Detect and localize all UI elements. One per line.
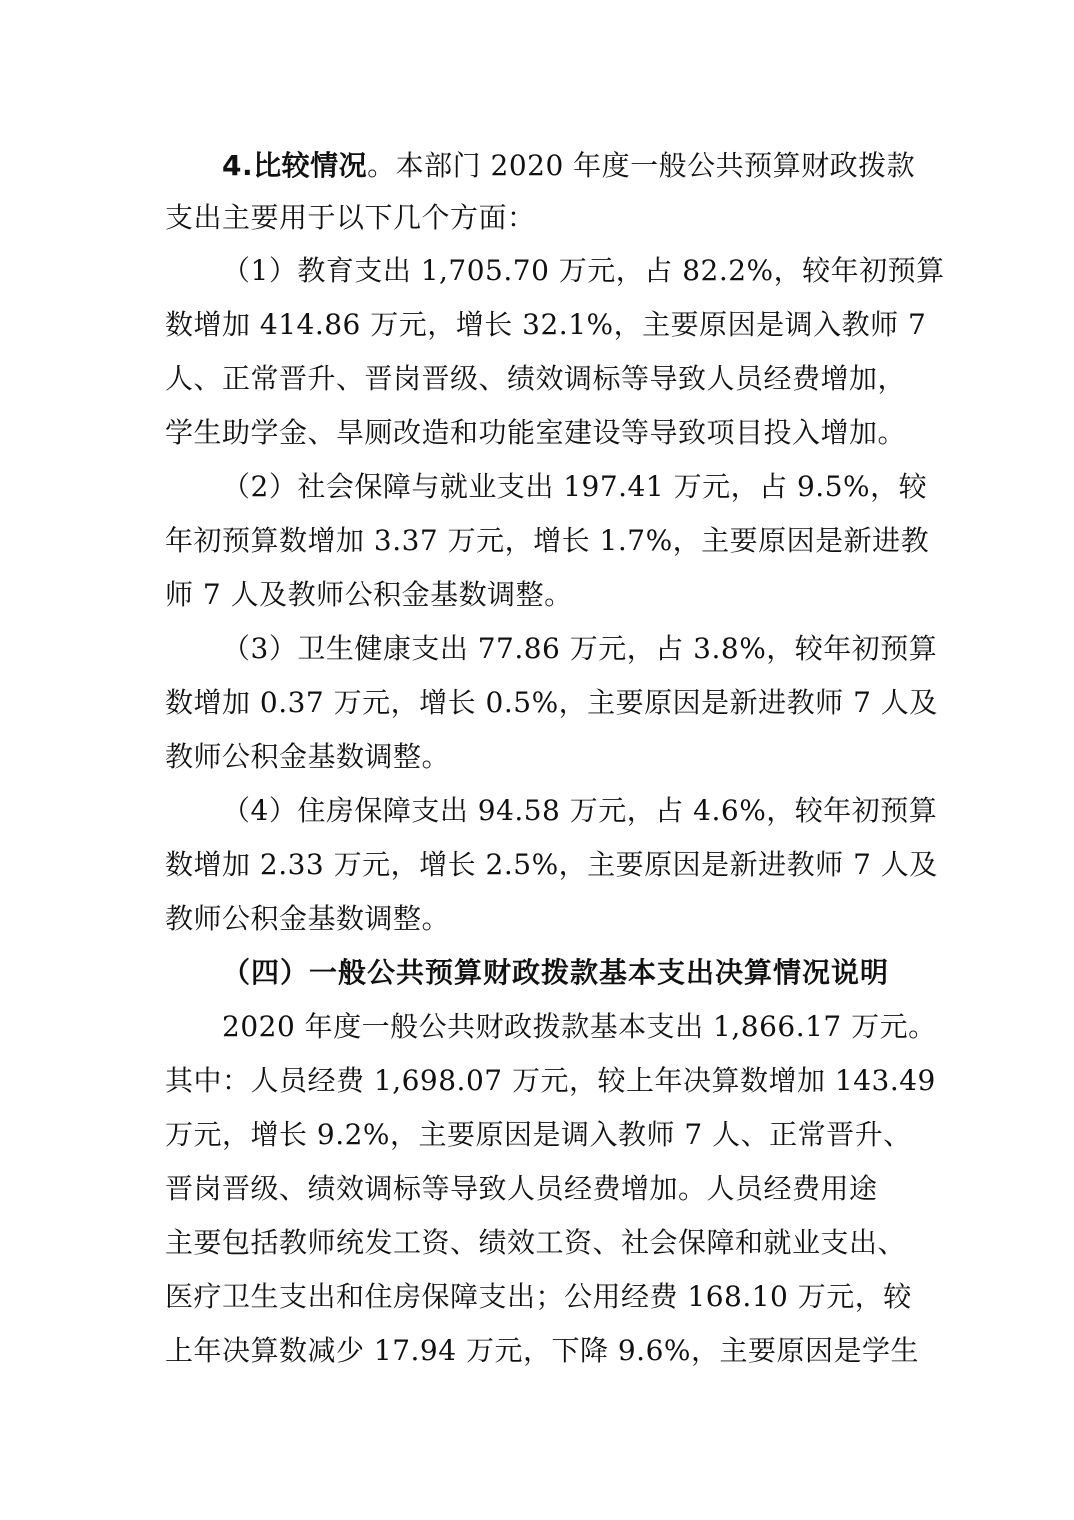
paragraph-line: 其中：人员经费 1,698.07 万元，较上年决算数增加 143.49 [165, 1064, 936, 1097]
paragraph-line: （3）卫生健康支出 77.86 万元，占 3.8%，较年初预算 [222, 632, 938, 665]
paragraph-line: 教师公积金基数调整。 [165, 740, 451, 773]
paragraph-line: 支出主要用于以下几个方面： [165, 201, 536, 234]
paragraph-line: 学生助学金、旱厕改造和功能室建设等导致项目投入增加。 [165, 416, 907, 449]
section-heading: （四）一般公共预算财政拨款基本支出决算情况说明 [222, 956, 890, 989]
paragraph-line: 医疗卫生支出和住房保障支出；公用经费 168.10 万元，较 [165, 1280, 912, 1313]
paragraph-line: 师 7 人及教师公积金基数调整。 [165, 578, 573, 611]
paragraph-line: 人、正常晋升、晋岗晋级、绩效调标等导致人员经费增加， [165, 362, 907, 395]
paragraph-line: 年初预算数增加 3.37 万元，增长 1.7%，主要原因是新进教 [165, 524, 930, 557]
paragraph-line: 教师公积金基数调整。 [165, 902, 451, 935]
paragraph-line: 晋岗晋级、绩效调标等导致人员经费增加。人员经费用途 [165, 1172, 878, 1205]
paragraph-line: 主要包括教师统发工资、绩效工资、社会保障和就业支出、 [165, 1226, 907, 1259]
paragraph-line: （4）住房保障支出 94.58 万元，占 4.6%，较年初预算 [222, 794, 938, 827]
paragraph-line: 数增加 414.86 万元，增长 32.1%，主要原因是调入教师 7 [165, 308, 927, 341]
paragraph-line: 数增加 2.33 万元，增长 2.5%，主要原因是新进教师 7 人及 [165, 848, 938, 881]
section-lead: 4.比较情况 [222, 149, 368, 182]
line-text: 。本部门 2020 年度一般公共预算财政拨款 [367, 149, 916, 182]
paragraph-line: 2020 年度一般公共财政拨款基本支出 1,866.17 万元。 [222, 1010, 937, 1043]
paragraph-line [222, 148, 915, 184]
paragraph-line: 上年决算数减少 17.94 万元，下降 9.6%，主要原因是学生 [165, 1334, 919, 1367]
paragraph-line: 万元，增长 9.2%，主要原因是调入教师 7 人、正常晋升、 [165, 1118, 912, 1151]
paragraph-line: （2）社会保障与就业支出 197.41 万元，占 9.5%，较 [222, 470, 928, 503]
paragraph-line: （1）教育支出 1,705.70 万元，占 82.2%，较年初预算 [222, 254, 945, 287]
paragraph-line: 数增加 0.37 万元，增长 0.5%，主要原因是新进教师 7 人及 [165, 686, 938, 719]
